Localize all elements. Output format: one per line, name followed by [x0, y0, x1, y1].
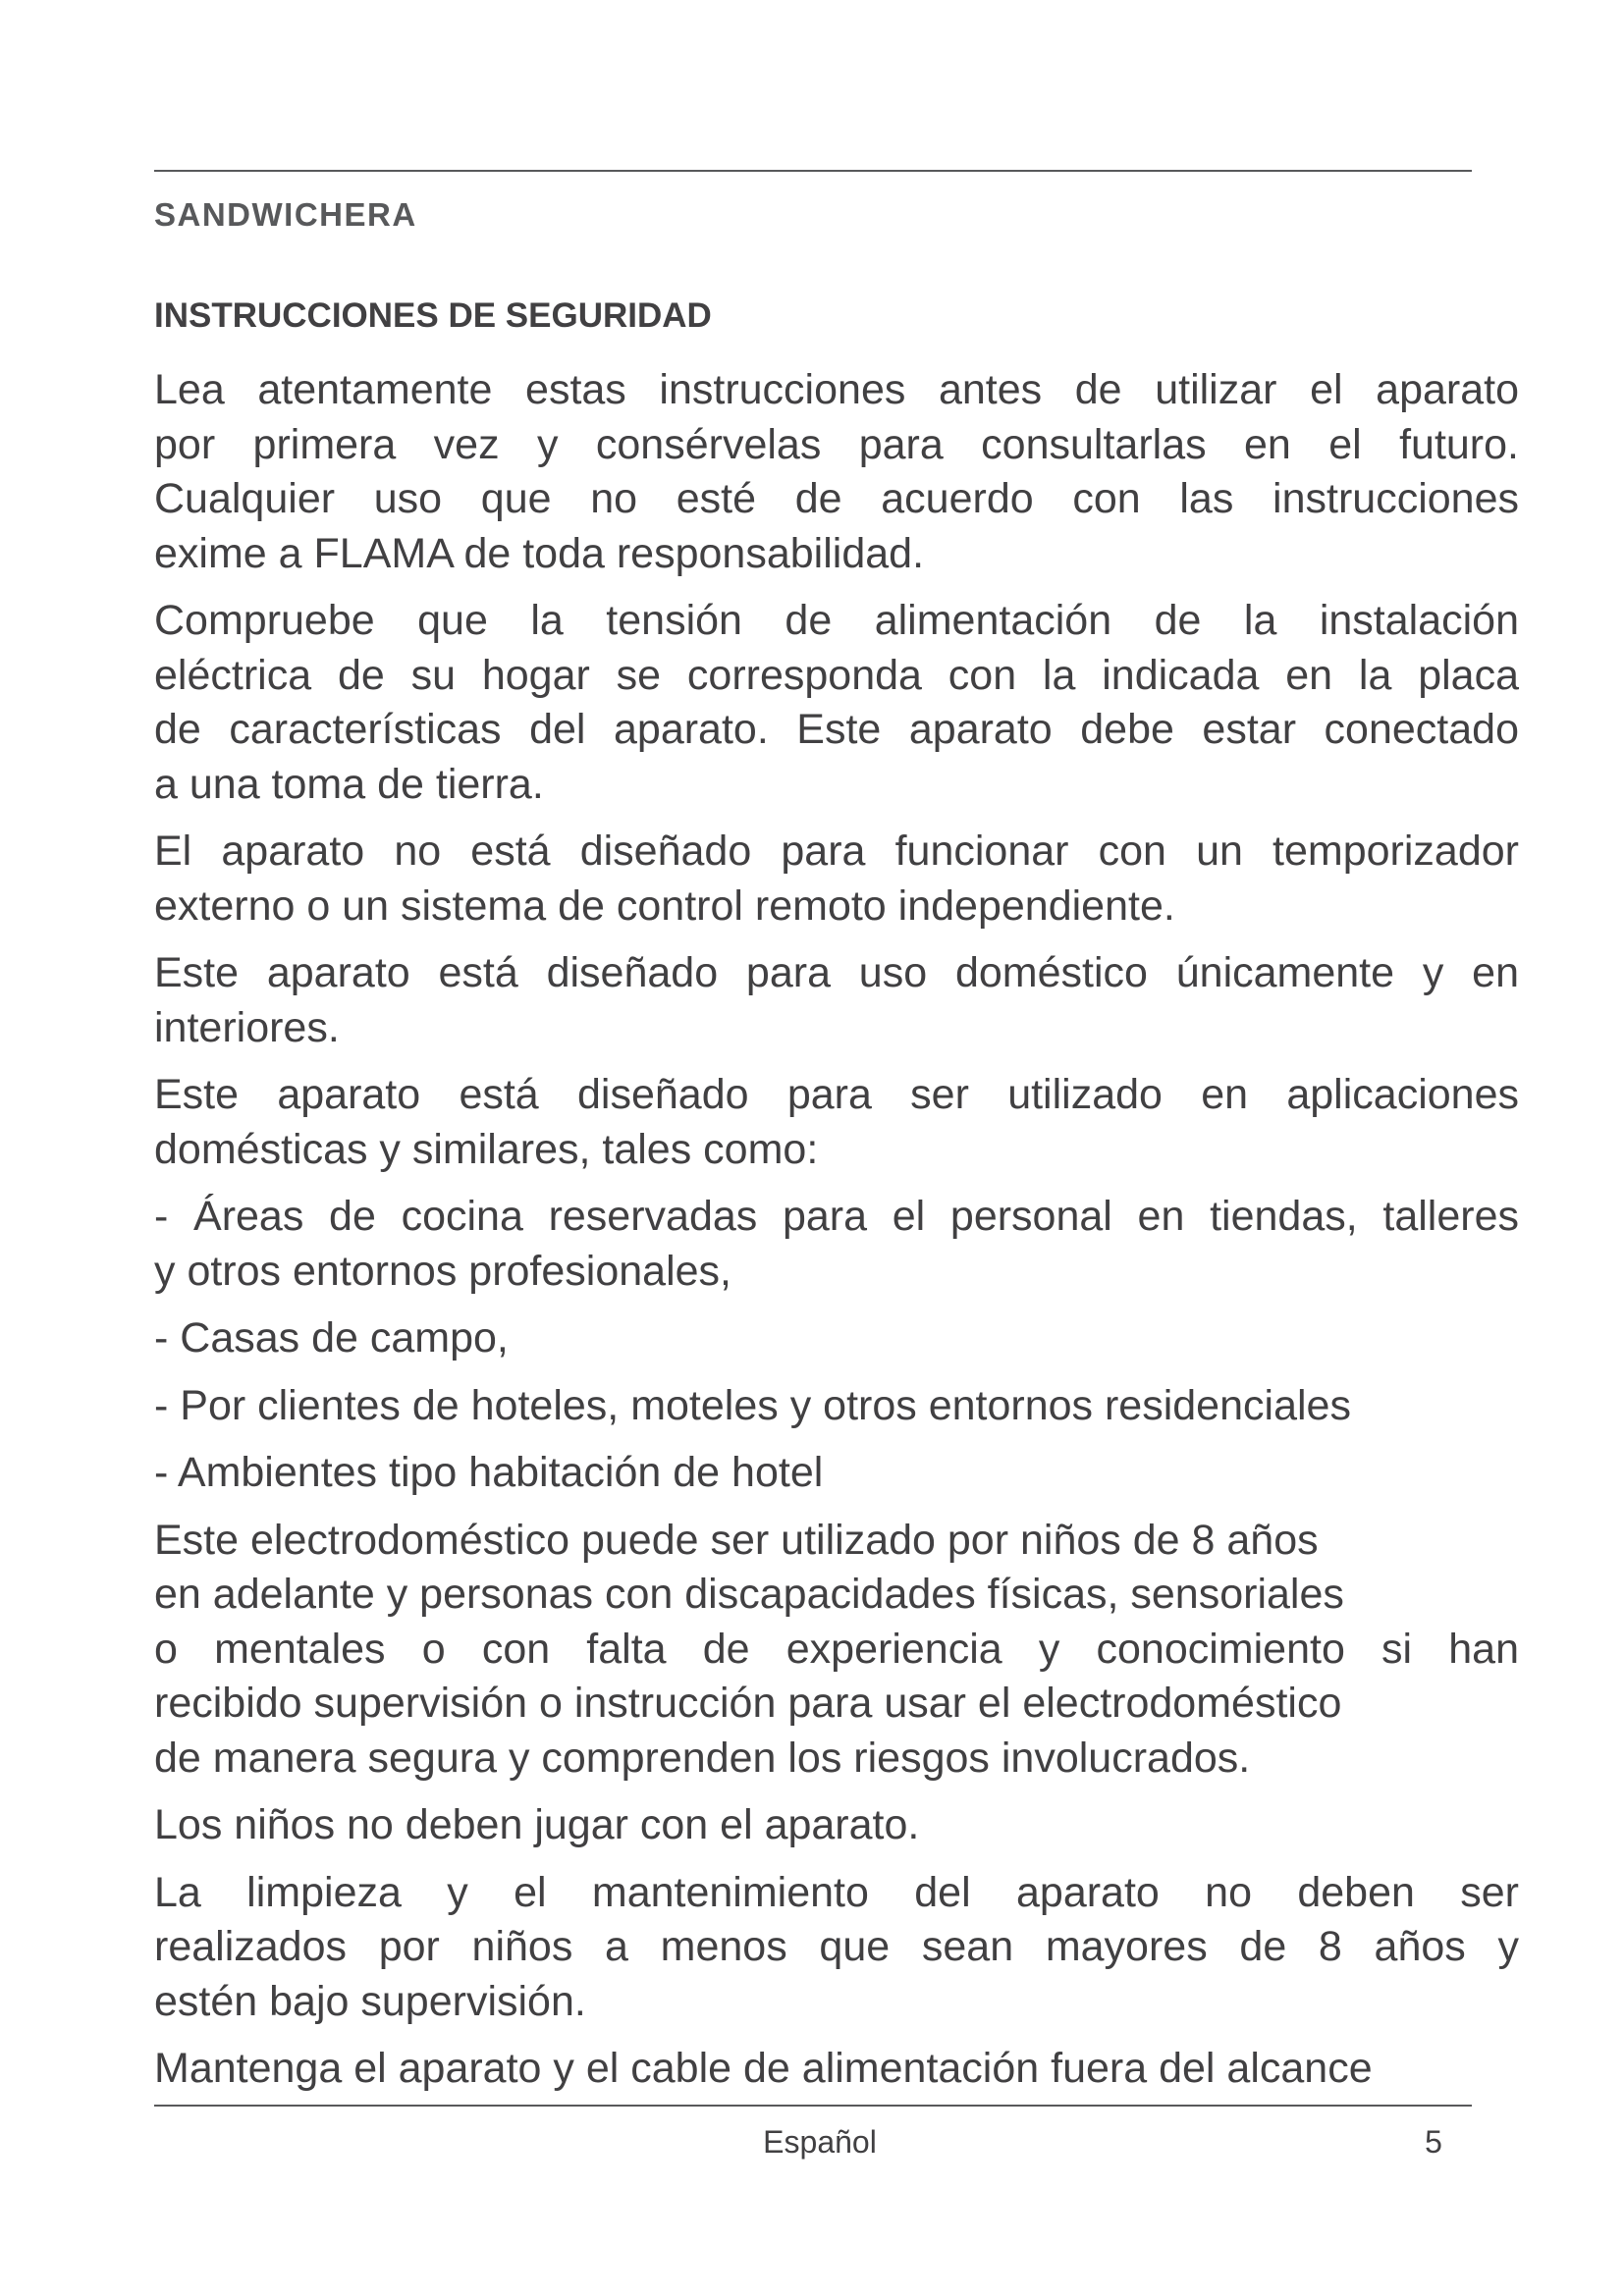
paragraph-line: por primera vez y consérvelas para consultarlas en el futuro.	[154, 420, 1519, 468]
paragraph-applications	[154, 1068, 1519, 1177]
paragraph-list	[154, 363, 1519, 2097]
paragraph-line: y otros entornos profesionales,	[154, 1247, 731, 1295]
list-item-kitchen-areas	[154, 1190, 1519, 1299]
paragraph-line: o mentales o con falta de experiencia y conocimiento si han	[154, 1625, 1519, 1673]
paragraph-line: Este aparato está diseñado para uso doméstico únicamente y en	[154, 949, 1519, 996]
paragraph-line: Mantenga el aparato y el cable de alimentación fuera del alcance	[154, 2045, 1373, 2092]
paragraph-cleaning	[154, 1866, 1519, 2030]
list-item-hotel-rooms	[154, 1446, 1519, 1501]
paragraph-line: eléctrica de su hogar se corresponda con la indicada en la placa	[154, 651, 1519, 699]
list-item-country-houses	[154, 1311, 1519, 1366]
paragraph-line: Cualquier uso que no esté de acuerdo con las instrucciones	[154, 475, 1519, 522]
list-item-hotel-clients	[154, 1379, 1519, 1434]
paragraph-line: Compruebe que la tensión de alimentación de la instalación	[154, 597, 1519, 644]
paragraph-voltage	[154, 594, 1519, 812]
paragraph-line: domésticas y similares, tales como:	[154, 1125, 819, 1173]
paragraph-line: - Áreas de cocina reservadas para el personal en tiendas, talleres	[154, 1193, 1519, 1240]
paragraph-line: estén bajo supervisión.	[154, 1977, 586, 2025]
page-number: 5	[1425, 2124, 1442, 2160]
paragraph-line: exime a FLAMA de toda responsabilidad.	[154, 529, 925, 577]
footer-rule	[154, 2105, 1472, 2107]
section-title: INSTRUCCIONES DE SEGURIDAD	[154, 296, 712, 335]
paragraph-line: Este aparato está diseñado para ser utilizado en aplicaciones	[154, 1071, 1519, 1118]
paragraph-children-supervision	[154, 1514, 1519, 1787]
paragraph-line: La limpieza y el mantenimiento del aparato no deben ser	[154, 1868, 1519, 1916]
paragraph-read-instructions	[154, 363, 1519, 581]
paragraph-line: Este electrodoméstico puede ser utilizado por niños de 8 años	[154, 1516, 1319, 1564]
paragraph-line: Los niños no deben jugar con el aparato.	[154, 1801, 920, 1848]
paragraph-line: externo o un sistema de control remoto independiente.	[154, 881, 1175, 930]
paragraph-line: - Por clientes de hoteles, moteles y otros entornos residenciales	[154, 1381, 1351, 1429]
footer-language: Español	[763, 2124, 877, 2160]
paragraph-line: El aparato no está diseñado para funcionar con un temporizador	[154, 828, 1519, 875]
paragraph-line: - Ambientes tipo habitación de hotel	[154, 1449, 824, 1496]
paragraph-line: en adelante y personas con discapacidades físicas, sensoriales	[154, 1571, 1344, 1618]
page-content	[154, 291, 1519, 2109]
paragraph-line: - Casas de campo,	[154, 1314, 509, 1362]
paragraph-line: interiores.	[154, 1003, 340, 1051]
paragraph-line: de características del aparato. Este aparato debe estar conectado	[154, 706, 1519, 753]
paragraph-line: Lea atentamente estas instrucciones antes de utilizar el aparato	[154, 366, 1519, 413]
paragraph-line: a una toma de tierra.	[154, 760, 544, 808]
paragraph-line: realizados por niños a menos que sean mayores de 8 años y	[154, 1923, 1519, 1970]
paragraph-timer	[154, 825, 1519, 934]
paragraph-line: de manera segura y comprenden los riesgos involucrados.	[154, 1734, 1251, 1782]
paragraph-line: recibido supervisión o instrucción para usar el electrodoméstico	[154, 1680, 1342, 1727]
paragraph-children-play	[154, 1798, 1519, 1853]
paragraph-domestic-use	[154, 946, 1519, 1055]
header-rule	[154, 170, 1472, 172]
paragraph-keep-away	[154, 2042, 1519, 2097]
document-title: SANDWICHERA	[154, 196, 417, 233]
